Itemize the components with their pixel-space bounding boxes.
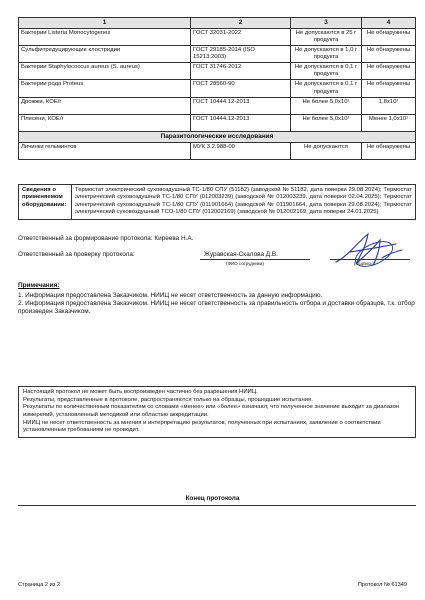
forming-responsible (18, 235, 193, 243)
notes-title: Примечания: (18, 282, 60, 289)
end-divider (18, 505, 416, 506)
section-title: Паразитологические исследования (19, 131, 416, 142)
row-indicator: Плесени, КОЕ/г (19, 114, 191, 131)
row-method: ГОСТ 29185-2014 (ISO 15213:2003) (191, 46, 291, 63)
row-indicator: Бактерии Staphylococcus aureus (S. aureus) (19, 63, 191, 80)
disclaimer-line: Результаты по количественным показателям со словами «менее» или «более» означают, что полученное значение выходит за диапазон измерений, установленный методикой или областью аккредитации. (23, 404, 400, 419)
row-norm: Не более 5,0x10¹ (291, 114, 362, 131)
results-table (18, 17, 416, 160)
row-method: ГОСТ 32031-2022 (191, 29, 291, 46)
check-name: Журавская-Скалова Д.В. (204, 251, 278, 258)
row-result: Не обнаружены (362, 63, 416, 80)
header-col-1: 1 (19, 18, 191, 29)
equipment-label: Сведения о применяемом оборудовании: (19, 185, 72, 220)
equipment-table (18, 184, 416, 220)
row-norm: Не допускаются (291, 142, 362, 159)
header-col-4: 4 (362, 18, 416, 29)
row-method: ГОСТ 28560-90 (191, 80, 291, 97)
page-number: Страница 2 из 2 (18, 582, 60, 588)
table-row (19, 29, 416, 46)
row-indicator: Личинки гельминтов (19, 142, 191, 159)
disclaimer-line: Результаты, представленные в протоколе, распространяются только на образцы, прошедшие испытания. (23, 396, 313, 403)
note-item-2: 2. Информация предоставлена Заказчиком. НИИЦ не несет ответственность за правильность отбора и доставки образцов, т.к. отбор произведен Заказчиком. (18, 300, 415, 315)
row-result: Не обнаружены (362, 80, 416, 97)
header-col-3: 3 (291, 18, 362, 29)
name-caption: (ФИО сотрудника) (226, 261, 264, 266)
row-result: Менее 1,0x10¹ (362, 114, 416, 131)
row-indicator: Сульфитредуцирующие клостридии (19, 46, 191, 63)
row-indicator: Бактерии рода Proteus (19, 80, 191, 97)
protocol-number: Протокол № 61349 (357, 582, 407, 588)
table-row (19, 63, 416, 80)
disclaimer-line: НИИЦ не несет ответственность за мнения и интерпретацию результатов, полученных при испытаниях, заявление о соответствии установленным требованиям не проводит. (23, 419, 381, 434)
row-result: Не обнаружены (362, 142, 416, 159)
table-row (19, 142, 416, 159)
row-norm: Не допускаются в 1,0 г продукта (291, 46, 362, 63)
table-row (19, 97, 416, 114)
row-norm: Не допускаются в 0,1 г продукта (291, 63, 362, 80)
row-norm: Не допускаются в 25 г продукта (291, 29, 362, 46)
disclaimer-box (18, 386, 416, 438)
row-method: МУК 3.2.988-00 (191, 142, 291, 159)
equipment-text: Термостат электрический суховоздушный ТС-1/80 СПУ (51182) (заводской № 51182, дата поверки 29.08.2024); Термостат электрический суховоздушный ТС-1/80 СПУ (012003239) (заводской № 012003239, дата поверки 02.04.2025); Термостат электрический суховоздушный ТС-1/80 СПУ (011901664) (заводской № 011901664, дата поверки 29.08.2024); Термостат электрический суховоздушный ТСО-1/80 СПУ (012002169) (заводской № 012002169, дата поверки 24.01.2025) (72, 185, 416, 220)
row-indicator: Дрожжи, КОЕ/г (19, 97, 191, 114)
check-label: Ответственный за проверку протокола: (18, 251, 135, 258)
table-header-row (19, 18, 416, 29)
row-method: ГОСТ 10444.12-2013 (191, 114, 291, 131)
table-row (19, 46, 416, 63)
name-line (200, 259, 310, 260)
disclaimer-line: Настоящий протокол не может быть воспроизведен частично без разрешения НИИЦ. (23, 389, 258, 395)
row-result: 1,8x10¹ (362, 97, 416, 114)
row-indicator: Бактерии Listeria Monocytogenes (19, 29, 191, 46)
table-row (19, 114, 416, 131)
forming-label: Ответственный за формирование протокола: (18, 235, 153, 242)
table-row (19, 80, 416, 97)
row-norm: Не более 5,0x10¹ (291, 97, 362, 114)
row-result: Не обнаружены (362, 46, 416, 63)
signature-image (330, 228, 410, 270)
section-header-row (19, 131, 416, 142)
row-method: ГОСТ 31746-2012 (191, 63, 291, 80)
end-of-protocol: Конец протокола (185, 495, 240, 502)
forming-name: Киреева Н.А. (154, 235, 194, 242)
signature-caption: (подпись) (354, 261, 375, 266)
header-col-2: 2 (191, 18, 291, 29)
note-item-1: 1. Информация предоставлена Заказчиком. НИИЦ не несет ответственность за данную информацию. (18, 292, 323, 299)
row-result: Не обнаружены (362, 29, 416, 46)
row-method: ГОСТ 10444.12-2013 (191, 97, 291, 114)
row-norm: Не допускаются в 0,1 г продукта (291, 80, 362, 97)
